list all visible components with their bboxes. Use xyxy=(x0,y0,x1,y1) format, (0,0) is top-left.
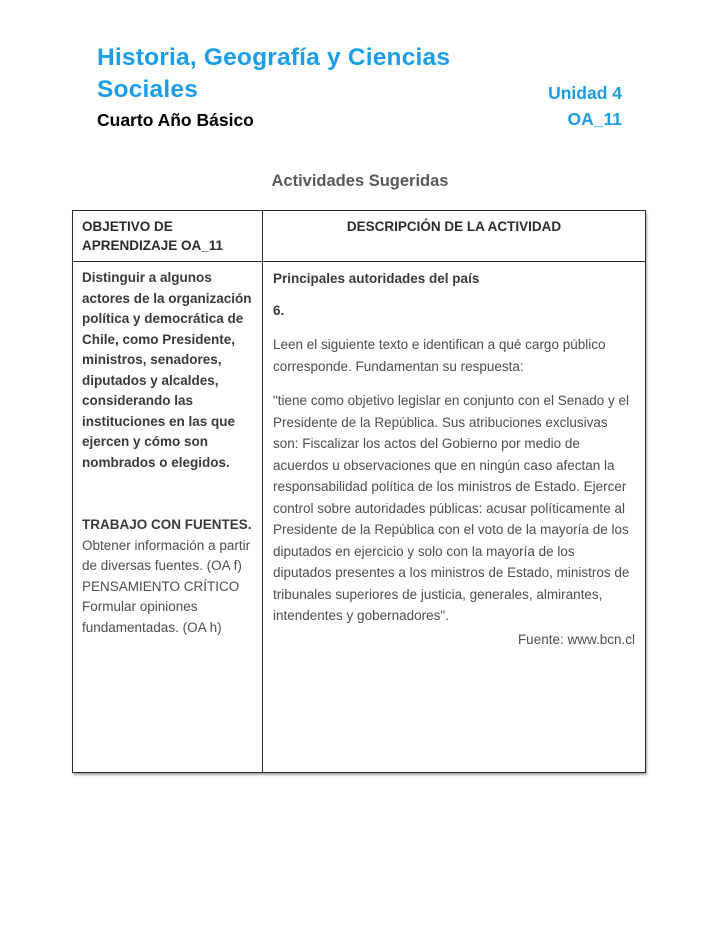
document-header xyxy=(97,42,622,132)
header-meta xyxy=(548,80,622,132)
activity-source: Fuente: www.bcn.cl xyxy=(517,631,635,647)
activity-title: Principales autoridades del país xyxy=(273,271,480,286)
activities-table xyxy=(72,210,646,773)
document-title: Historia, Geografía y Ciencias Sociales xyxy=(97,44,451,103)
objective-column-header: OBJETIVO DE APRENDIZAJE OA_11 xyxy=(73,211,263,262)
activity-number: 6. xyxy=(273,302,285,318)
sources-work-label: TRABAJO CON FUENTES. xyxy=(82,517,252,532)
section-title: Actividades Sugeridas xyxy=(271,172,449,190)
objective-cell xyxy=(73,262,263,773)
table-body-row xyxy=(73,262,646,773)
activity-quote-text: "tiene como objetivo legislar en conjunto con el Senado y el Presidente de la República. Sus atribuciones exclusivas son: Fiscalizar los actos del Gobierno por medio de acuerdos u observaciones que en ningún caso afectan la responsabilidad política de los ministros de Estado. Ejercer control sobre autoridades públicas: acusar políticamente al Presidente de la República con el voto de la mayoría de los diputados en ejercicio y solo con la mayoría de los diputados presentes a los ministros de Estado, ministros de tribunales superiores de justicia, generales, almirantes, intendentes y gobernadores". xyxy=(273,393,630,623)
activity-column-header: DESCRIPCIÓN DE LA ACTIVIDAD xyxy=(263,211,646,262)
table-header-row xyxy=(73,211,646,262)
course-label: Cuarto Año Básico xyxy=(97,110,254,130)
objective-text: Distinguir a algunos actores de la organización política y democrática de Chile, como Presidente, ministros, senadores, diputados y alcaldes, considerando las instituciones en las que ejercen y cómo son nombrados o elegidos. xyxy=(82,270,252,470)
activity-cell xyxy=(263,262,646,773)
critical-thinking-label: PENSAMIENTO CRÍTICO xyxy=(82,578,240,594)
oa-code-label: OA_11 xyxy=(567,109,622,129)
sources-work-text: Obtener información a partir de diversas fuentes. (OA f) xyxy=(82,537,251,573)
activity-instruction: Leen el siguiente texto e identifican a qué cargo público corresponde. Fundamentan su respuesta: xyxy=(273,337,606,374)
unit-label: Unidad 4 xyxy=(548,83,622,103)
critical-thinking-text: Formular opiniones fundamentadas. (OA h) xyxy=(82,599,222,635)
objective-sources-block xyxy=(82,515,254,638)
